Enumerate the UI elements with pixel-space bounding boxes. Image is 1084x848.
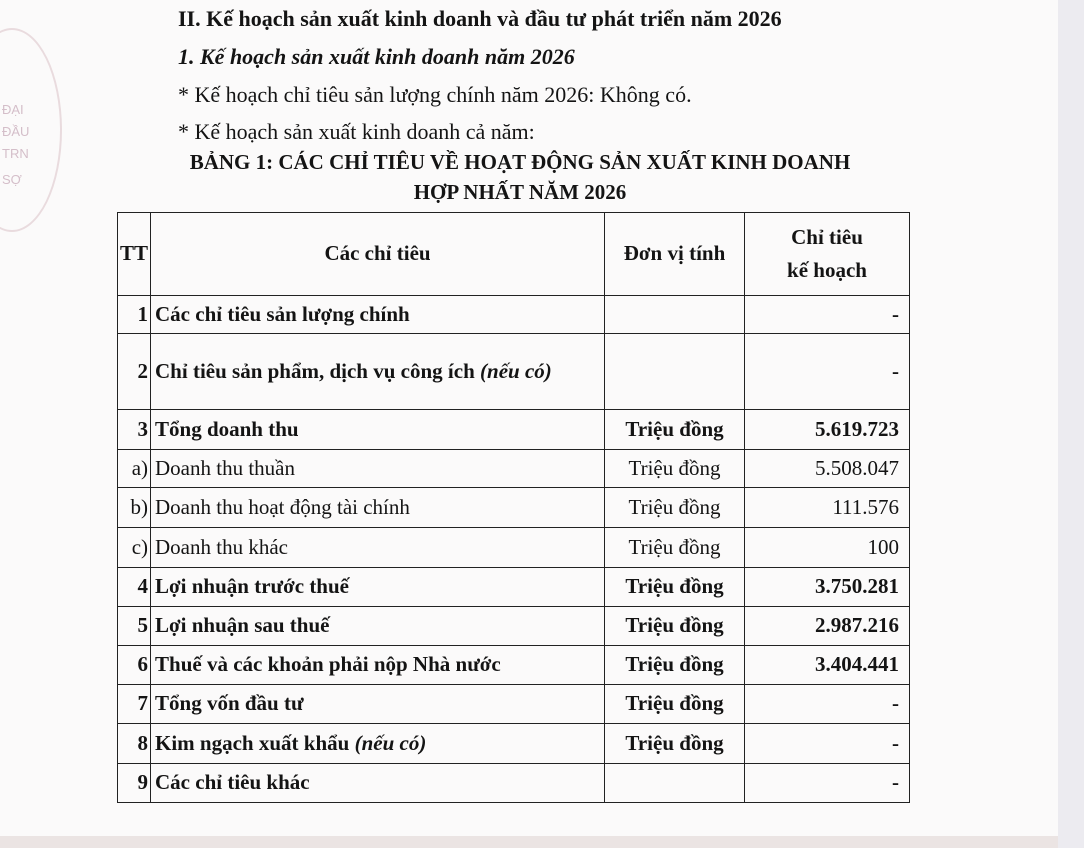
table-row	[118, 607, 910, 646]
row-indicator-text: Kim ngạch xuất khẩu	[155, 730, 355, 755]
row-value: -	[745, 685, 910, 724]
table-row	[118, 764, 910, 803]
stamp-text-2: ĐẦU	[2, 124, 30, 139]
table-row	[118, 646, 910, 685]
table-row	[118, 296, 910, 334]
row-unit	[605, 334, 745, 410]
row-indicator-note: (nếu có)	[480, 358, 552, 383]
row-value: 3.404.441	[745, 646, 910, 685]
row-unit: Triệu đồng	[605, 607, 745, 646]
row-tt: 7	[118, 685, 151, 724]
row-indicator-text: Chỉ tiêu sản phẩm, dịch vụ công ích	[155, 358, 481, 383]
row-tt: 1	[118, 296, 151, 334]
row-tt: b)	[118, 488, 151, 528]
row-indicator: Lợi nhuận trước thuế	[151, 568, 605, 607]
row-tt: 4	[118, 568, 151, 607]
row-tt: 2	[118, 334, 151, 410]
row-unit	[605, 296, 745, 334]
row-tt: c)	[118, 528, 151, 568]
row-value: 100	[745, 528, 910, 568]
table-row	[118, 410, 910, 450]
table-row	[118, 685, 910, 724]
row-indicator: Doanh thu khác	[151, 528, 605, 568]
row-unit	[605, 764, 745, 803]
row-indicator	[151, 724, 605, 764]
row-value: 5.508.047	[745, 450, 910, 488]
row-indicator-note: (nếu có)	[354, 730, 427, 755]
table-row	[118, 568, 910, 607]
table-row	[118, 528, 910, 568]
row-indicator	[151, 334, 605, 410]
row-unit: Triệu đồng	[605, 488, 745, 528]
row-value: -	[745, 764, 910, 803]
header-plan-value	[745, 213, 910, 296]
row-indicator: Thuế và các khoản phải nộp Nhà nước	[151, 646, 605, 685]
header-unit: Đơn vị tính	[605, 213, 745, 296]
row-indicator: Doanh thu hoạt động tài chính	[151, 488, 605, 528]
business-indicators-table	[117, 212, 910, 803]
row-unit: Triệu đồng	[605, 646, 745, 685]
row-indicator: Tổng vốn đầu tư	[151, 685, 605, 724]
stamp-text-1: ĐẠI	[2, 102, 24, 117]
row-value: 3.750.281	[745, 568, 910, 607]
table-row	[118, 488, 910, 528]
table-row	[118, 450, 910, 488]
scanner-margin-right	[1058, 0, 1084, 848]
row-tt: 9	[118, 764, 151, 803]
scanner-margin-bottom	[0, 836, 1058, 848]
row-value: 2.987.216	[745, 607, 910, 646]
row-tt: 6	[118, 646, 151, 685]
row-unit: Triệu đồng	[605, 450, 745, 488]
stamp-text-3: TRN	[2, 146, 29, 161]
subsection-title: 1. Kế hoạch sản xuất kinh doanh năm 2026	[178, 44, 575, 69]
row-unit: Triệu đồng	[605, 724, 745, 764]
row-indicator: Lợi nhuận sau thuế	[151, 607, 605, 646]
row-tt: 5	[118, 607, 151, 646]
row-indicator: Doanh thu thuần	[151, 450, 605, 488]
header-plan-line1: Chỉ tiêu	[791, 224, 863, 249]
row-value: -	[745, 724, 910, 764]
header-tt: TT	[118, 213, 151, 296]
row-value: 5.619.723	[745, 410, 910, 450]
row-tt: 3	[118, 410, 151, 450]
row-indicator: Các chỉ tiêu sản lượng chính	[151, 296, 605, 334]
row-indicator: Các chỉ tiêu khác	[151, 764, 605, 803]
table-title: BẢNG 1: CÁC CHỈ TIÊU VỀ HOẠT ĐỘNG SẢN XUẤT KINH DOANH	[189, 150, 851, 174]
row-unit: Triệu đồng	[605, 528, 745, 568]
bullet-annual-plan: * Kế hoạch sản xuất kinh doanh cả năm:	[178, 119, 535, 144]
table-header-row	[118, 213, 910, 296]
row-unit: Triệu đồng	[605, 410, 745, 450]
row-unit: Triệu đồng	[605, 685, 745, 724]
row-value: 111.576	[745, 488, 910, 528]
table-subtitle: HỢP NHẤT NĂM 2026	[413, 180, 627, 204]
section-title: II. Kế hoạch sản xuất kinh doanh và đầu tư phát triển năm 2026	[178, 6, 782, 31]
table-row	[118, 334, 910, 410]
row-tt: a)	[118, 450, 151, 488]
row-indicator: Tổng doanh thu	[151, 410, 605, 450]
stamp-text-4: SỢ	[2, 172, 22, 187]
row-tt: 8	[118, 724, 151, 764]
row-unit: Triệu đồng	[605, 568, 745, 607]
row-value: -	[745, 296, 910, 334]
bullet-main-output-plan: * Kế hoạch chỉ tiêu sản lượng chính năm 2026: Không có.	[178, 82, 692, 107]
header-plan-line2: kế hoạch	[787, 258, 867, 282]
table-row	[118, 724, 910, 764]
row-value: -	[745, 334, 910, 410]
header-indicator: Các chỉ tiêu	[151, 213, 605, 296]
